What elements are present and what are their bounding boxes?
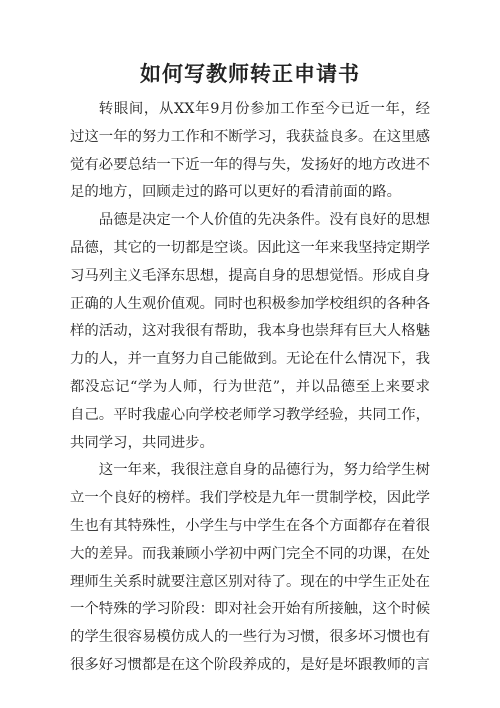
document-title: 如何写教师转正申请书: [140, 61, 360, 86]
paragraph-2: 品德是决定一个人价值的先决条件。没有良好的思想品德，其它的一切都是空谈。因此这一年来我坚持定期学习马列主义毛泽东思想，提高自身的思想觉悟。形成自身正确的人生观价值观。同时也积极参加学校组织的各种各样的活动，这对我很有帮助，我本身也崇拜有巨大人格魅力的人，并一直努力自己能做到。无论在什么情况下，我都没忘记“学为人师，行为世范”，并以品德至上来要求自己。平时我虚心向学校老师学习教学经验，共同工作，共同学习，共同进步。: [70, 212, 430, 451]
paragraph-1: 转眼间，从XX年9月份参加工作至今已近一年，经过这一年的努力工作和不断学习，我获益良多。在这里感觉有必要总结一下近一年的得与失，发扬好的地方改进不足的地方，回顾走过的路可以更好的看清前面的路。: [70, 101, 430, 201]
paragraph-3: 这一年来，我很注意自身的品德行为，努力给学生树立一个良好的榜样。我们学校是九年一贯制学校，因此学生也有其特殊性，小学生与中学生在各个方面都存在着很大的差异。而我兼顾小学初中两门完全不同的功课，在处理师生关系时就要注意区别对待了。现在的中学生正处在一个特殊的学习阶段：即对社会开始有所接触，这个时候的学生很容易模仿成人的一些行为习惯，很多坏习惯也有很多好习惯都是在这个阶段养成的，是好是坏跟教师的言: [70, 462, 430, 673]
